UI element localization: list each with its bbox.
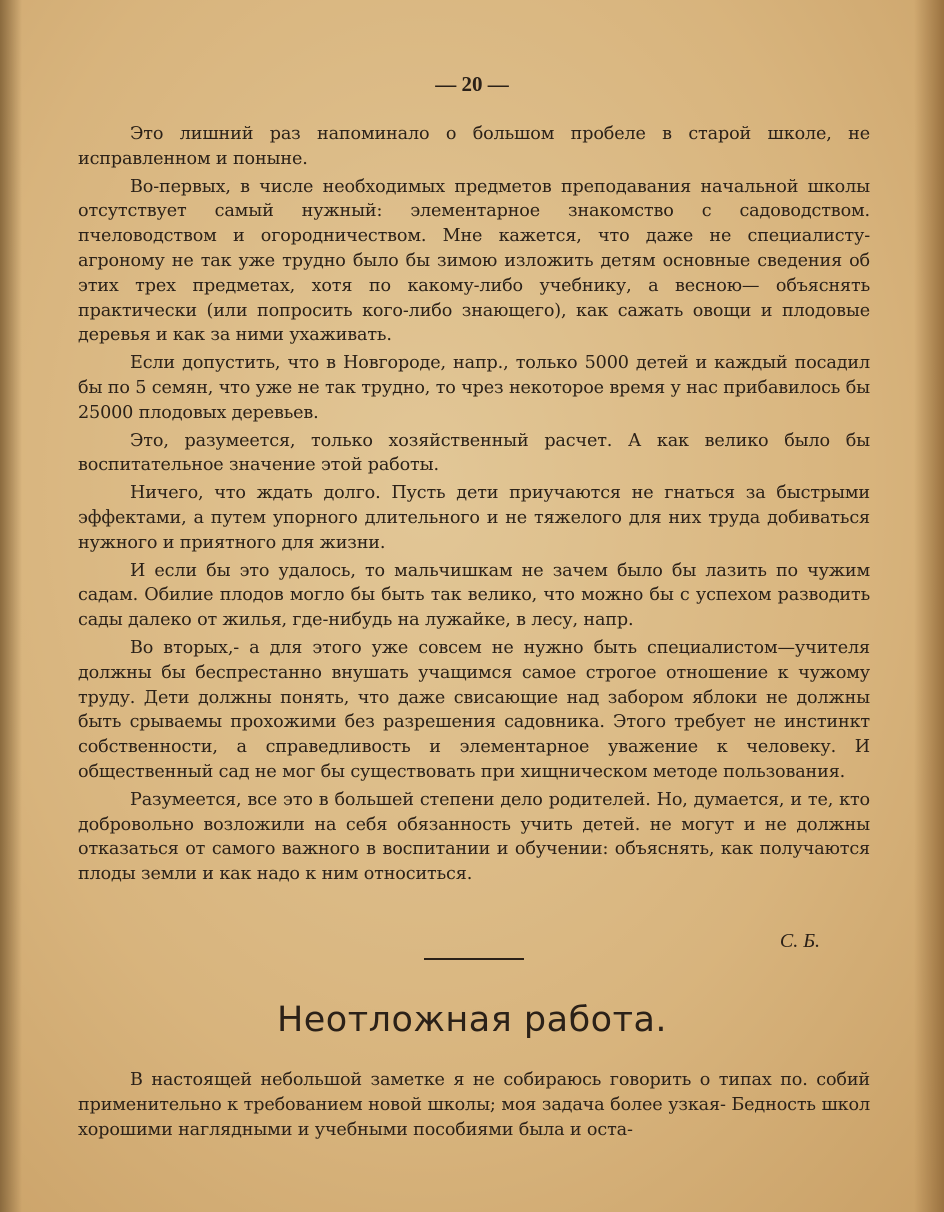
paragraph: Ничего, что ждать долго. Пусть дети приучаются не гнаться за быстрыми эффектами, а путем упорного длительного и не тяжелого для них труда добиваться нужного и приятного для жизни. <box>78 483 870 553</box>
paragraph: Если допустить, что в Новгороде, напр., только 5000 детей и каждый посадил бы по 5 семян, что уже не так трудно, то чрез некоторое время у нас прибавилось бы 25000 плодовых деревьев. <box>78 353 870 423</box>
paragraph: И если бы это удалось, то мальчишкам не зачем было бы лазить по чужим садам. Обилие плодов могло бы быть так велико, что можно бы с успехом разводить сады далеко от жилья, где-нибудь на лужайке, в лесу, напр. <box>78 560 870 631</box>
paragraph: Это лишний раз напоминало о большом пробеле в старой школе, не исправленном и поныне. <box>78 124 870 169</box>
next-article-body <box>78 1068 870 1145</box>
page-number: — 20 — <box>435 72 509 96</box>
section-divider <box>424 958 524 960</box>
paragraph: Это, разумеется, только хозяйственный расчет. А как велико было бы воспитательное значение этой работы. <box>78 430 870 476</box>
paragraph: Разумеется, все это в большей степени дело родителей. Но, думается, и те, кто добровольно возложили на себя обязанность учить детей. не могут и не должны отказаться от самого важного в воспитании и обучении: объяснять, как получаются плоды земли и как надо к ним относиться. <box>78 789 870 885</box>
paragraph: Во вторых,- а для этого уже совсем не нужно быть специалистом—учителя должны бы беспрестанно внушать учащимся самое строгое отношение к чужому труду. Дети должны понять, что даже свисающие над забором яблоки не должны быть срываемы прохожими без разрешения садовника. Этого требует не инстинкт собственности, а справедливость и элементарное уважение к человеку. И общественный сад не мог бы существовать при хищническом методе пользования. <box>78 637 870 782</box>
author-signature: С. Б. <box>779 930 820 952</box>
paragraph: В настоящей небольшой заметке я не собираюсь говорить о типах по. собий применительно к требованием новой школы; моя задача более узкая- Бедность школ хорошими наглядными и учебными пособиями была и оста- <box>78 1070 870 1140</box>
article-title: Неотложная работа. <box>276 1000 668 1040</box>
article-body <box>78 122 870 890</box>
paragraph: Во-первых, в числе необходимых предметов преподавания начальной школы отсутствует самый нужный: элементарное знакомство с садоводством. пчеловодством и огородничеством. Мне кажется, что даже не специалисту-агроному не так уже трудно было бы зимою изложить детям основные сведения об этих трех предметах, хотя по какому-либо учебнику, а весною— объяснять практически (или попросить кого-либо знающего), как сажать овощи и плодовые деревья и как за ними ухаживать. <box>78 176 870 346</box>
